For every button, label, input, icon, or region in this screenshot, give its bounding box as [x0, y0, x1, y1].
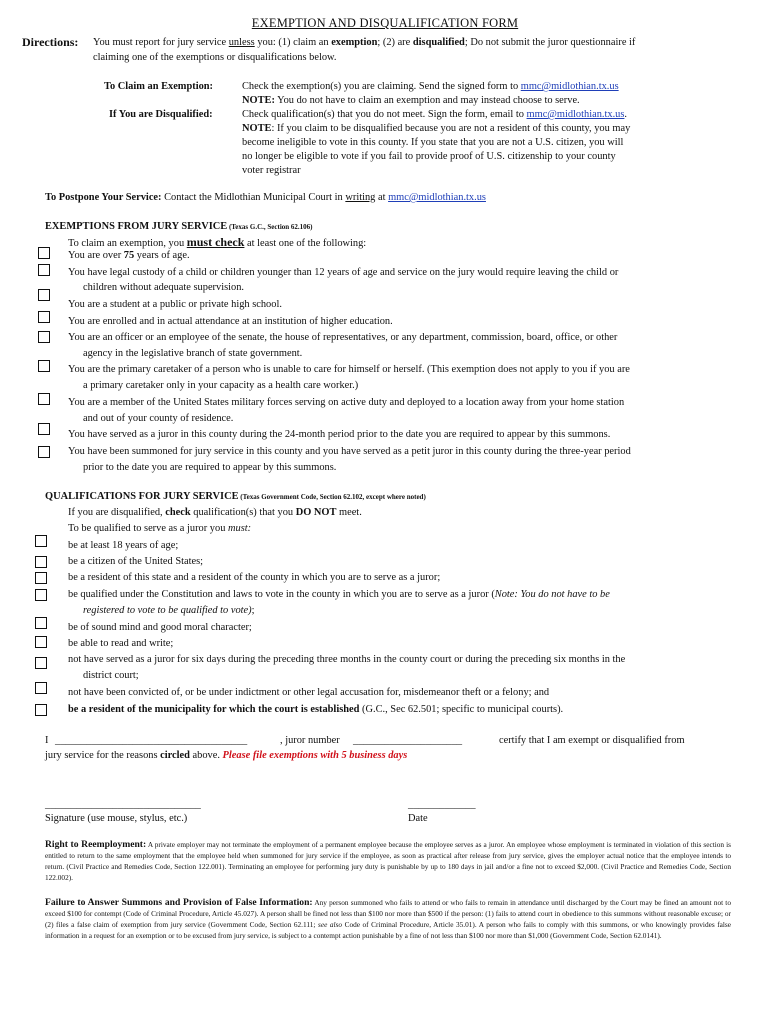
form-title: EXEMPTION AND DISQUALIFICATION FORM [251, 16, 519, 30]
disq-email-link[interactable]: mmc@midlothian.tx.us [526, 109, 625, 120]
qualifications-intro: If you are disqualified, check qualification(s) that you DO NOT meet. [68, 507, 362, 518]
exemption-legislative: You are an officer or an employee of the senate, the house of representatives, or any department, commission, board, office, or other [68, 332, 618, 343]
disq-line-3: become ineligible to vote in this county. If you state that you are not a U.S. citizen, you will [242, 137, 624, 148]
directions-label: Directions: [22, 35, 79, 49]
qualification-prior-service-cont: district court; [83, 670, 139, 681]
exemption-served-24-months: You have served as a juror in this county during the 24-month period prior to the date you are required to appear by this summons. [68, 429, 611, 440]
claim-label: To Claim an Exemption: [104, 81, 214, 92]
claim-note: NOTE: You do not have to claim an exemption and may instead choose to serve. [242, 95, 580, 106]
signature-label: Signature (use mouse, stylus, etc.) [45, 813, 188, 824]
reemployment-paragraph: Right to Reemployment: A private employer may not terminate the employment of a permanent employee because the employee serves as a juror. An employee whose employment is terminated in violation of this section is entitled to return to the same employment that the employee held when summoned for jury service if the employee, as soon as practical after release from jury service, gives the employer actual notice that the employee intends to return. (Civil Practice and Remedies Code, Section 122.001). Terminating an employee for performing jury duty is punishable by up to 180 days in jail and/or a fine not to exceed $2,000. (Civil Practice and Remedies Code, Section 122.002). [45, 839, 731, 882]
exemption-checkbox-higher-education[interactable] [38, 311, 50, 323]
qualification-checkbox-vote[interactable] [35, 589, 47, 601]
qualification-checkbox-sound-mind[interactable] [35, 617, 47, 629]
exemption-petit-juror: You have been summoned for jury service in this county and you have served as a petit juror in this county during the three-year period [68, 446, 631, 457]
exemption-checkbox-caretaker[interactable] [38, 360, 50, 372]
exemption-caretaker-cont: a primary caretaker only in your capacity as a health care worker.) [83, 380, 359, 391]
postpone-line: To Postpone Your Service: Contact the Midlothian Municipal Court in writing at mmc@midlothian.tx.us [45, 192, 486, 203]
exemption-legislative-cont: agency in the legislative branch of state government. [83, 348, 303, 359]
disq-label: If You are Disqualified: [109, 109, 213, 120]
qualification-vote-cont: registered to vote to be qualified to vote); [83, 605, 255, 616]
failure-paragraph: Failure to Answer Summons and Provision of False Information: Any person summoned who fails to attend or who fails to remain in attendance until discharged by the Court may be fined an amount not to exceed $100 for contempt (Code of Criminal Procedure, Article 45.027). A person shall be fined not less than $100 nor more than $500 if the person: (1) fails to attend court in obedience to this summons without reasonable excuse; or (2) files a false claim of exemption from jury service (Government Code, Section 62.111; see also Code of Criminal Procedure, Article 35.01). A person who fails to comply with this summons, or who knowingly provides false information in a request for an exemption or to be excused from jury service, is subject to a contempt action punishable by a fine of not less than $100 nor more than $1,000 (Government Code, Section 62.0141). [45, 897, 731, 940]
qualifications-must: To be qualified to serve as a juror you must: [68, 523, 252, 534]
claim-email-link[interactable]: mmc@midlothian.tx.us [520, 81, 619, 92]
date-label: Date [408, 813, 428, 824]
exemption-checkbox-served-24-months[interactable] [38, 423, 50, 435]
exemption-caretaker: You are the primary caretaker of a person who is unable to care for himself or herself. (This exemption does not apply to you if you are [68, 364, 630, 375]
exemption-checkbox-legislative[interactable] [38, 331, 50, 343]
directions-line-2: claiming one of the exemptions or disqualifications below. [93, 52, 337, 63]
qualification-read-write: be able to read and write; [68, 638, 174, 649]
certify-juror-label: , juror number [280, 735, 340, 746]
qualification-citizen: be a citizen of the United States; [68, 556, 204, 567]
directions-line-1: You must report for jury service unless you: (1) claim an exemption; (2) are disqualified; Do not submit the juror questionnaire if [93, 37, 636, 48]
exemption-military-cont: and out of your county of residence. [83, 413, 234, 424]
certify-line-2: jury service for the reasons circled above. Please file exemptions with 5 business days [45, 750, 408, 761]
exemption-high-school: You are a student at a public or private high school. [68, 299, 282, 310]
qualification-vote: be qualified under the Constitution and laws to vote in the county in which you are to serve as a juror (Note: You do not have to be [68, 589, 610, 600]
exemption-checkbox-military[interactable] [38, 393, 50, 405]
disq-line-4: no longer be eligible to vote if you fail to provide proof of U.S. citizenship to your county [242, 151, 616, 162]
qualification-checkbox-citizen[interactable] [35, 556, 47, 568]
exemption-checkbox-petit-juror[interactable] [38, 446, 50, 458]
disq-line-1: Check qualification(s) that you do not meet. Sign the form, email to mmc@midlothian.tx.us. [242, 109, 628, 120]
disq-note: NOTE: If you claim to be disqualified because you are not a resident of this county, you may [242, 123, 631, 134]
exemptions-heading: EXEMPTIONS FROM JURY SERVICE (Texas G.C., Section 62.106) [45, 221, 313, 232]
qualification-checkbox-read-write[interactable] [35, 636, 47, 648]
qualification-checkbox-municipal-resident[interactable] [35, 704, 47, 716]
certify-statement: certify that I am exempt or disqualified from [499, 735, 685, 746]
exemption-over-75: You are over 75 years of age. [68, 250, 190, 261]
exemption-checkbox-over-75[interactable] [38, 247, 50, 259]
qualification-sound-mind: be of sound mind and good moral character; [68, 622, 252, 633]
qualification-checkbox-resident[interactable] [35, 572, 47, 584]
qualifications-heading: QUALIFICATIONS FOR JURY SERVICE (Texas Government Code, Section 62.102, except where noted) [45, 491, 426, 502]
qualification-municipal-resident: be a resident of the municipality for which the court is established (G.C., Sec 62.501; specific to municipal courts). [68, 704, 564, 715]
exemption-military: You are a member of the United States military forces serving on active duty and deployed to a location away from your home station [68, 397, 625, 408]
qualification-checkbox-age[interactable] [35, 535, 47, 547]
certify-juror-number-blank[interactable]: _____________________ [353, 735, 463, 746]
qualification-checkbox-prior-service[interactable] [35, 657, 47, 669]
exemption-child-custody: You have legal custody of a child or children younger than 12 years of age and service on the jury would require leaving the child or [68, 267, 619, 278]
disq-line-5: voter registrar [242, 165, 301, 176]
signature-line[interactable]: ______________________________ [45, 799, 201, 810]
exemption-higher-education: You are enrolled and in actual attendance at an institution of higher education. [68, 316, 393, 327]
certify-name-blank[interactable]: _____________________________________ [55, 735, 248, 746]
qualification-resident: be a resident of this state and a resident of the county in which you are to serve as a juror; [68, 572, 441, 583]
exemption-checkbox-high-school[interactable] [38, 289, 50, 301]
qualification-checkbox-conviction[interactable] [35, 682, 47, 694]
postpone-email-link[interactable]: mmc@midlothian.tx.us [388, 192, 486, 203]
exemption-petit-juror-cont: prior to the date you are required to appear by this summons. [83, 462, 337, 473]
qualification-prior-service: not have served as a juror for six days during the preceding three months in the county court or during the preceding six months in the [68, 654, 626, 665]
exemption-child-custody-cont: children without adequate supervision. [83, 282, 245, 293]
certify-i: I [45, 735, 49, 746]
qualification-conviction: not have been convicted of, or be under indictment or other legal accusation for, misdemeanor theft or a felony; and [68, 687, 550, 698]
claim-line-1: Check the exemption(s) you are claiming. Send the signed form to mmc@midlothian.tx.us [242, 81, 619, 92]
exemption-checkbox-child-custody[interactable] [38, 264, 50, 276]
exemptions-intro: To claim an exemption, you must check at least one of the following: [68, 235, 367, 249]
date-line[interactable]: _____________ [408, 799, 476, 810]
qualification-age: be at least 18 years of age; [68, 540, 179, 551]
